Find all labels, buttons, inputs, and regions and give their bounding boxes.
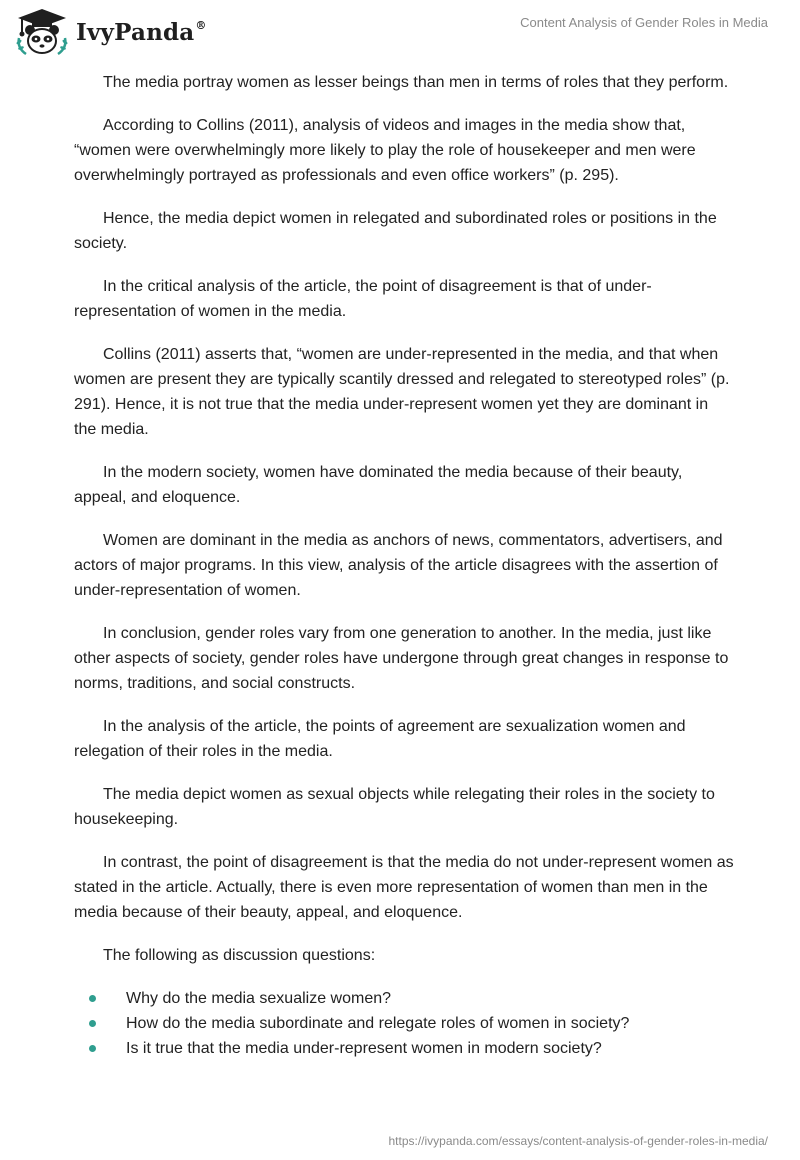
paragraph: In conclusion, gender roles vary from one generation to another. In the media, just like other aspects of society, gender roles have undergone through great changes in response to norms, traditions, and social constructs. bbox=[74, 625, 729, 692]
document-title: Content Analysis of Gender Roles in Media bbox=[520, 15, 768, 30]
source-url[interactable]: https://ivypanda.com/essays/content-analysis-of-gender-roles-in-media/ bbox=[388, 1134, 768, 1148]
paragraph: The media portray women as lesser beings than men in terms of roles that they perform. bbox=[103, 74, 729, 91]
question-text: Why do the media sexualize women? bbox=[126, 990, 392, 1007]
paragraph: Hence, the media depict women in relegated and subordinated roles or positions in the society. bbox=[74, 210, 717, 252]
paragraph: The following as discussion questions: bbox=[103, 947, 376, 964]
page-header bbox=[0, 0, 800, 64]
list-item bbox=[74, 1036, 734, 1061]
list-item bbox=[74, 986, 734, 1011]
question-text: Is it true that the media under-represent women in modern society? bbox=[126, 1040, 602, 1057]
paragraph: In the modern society, women have dominated the media because of their beauty, appeal, and eloquence. bbox=[74, 464, 683, 506]
logo-wordmark bbox=[76, 19, 207, 46]
discussion-questions-list bbox=[74, 986, 734, 1061]
question-text: How do the media subordinate and relegate roles of women in society? bbox=[126, 1015, 630, 1032]
paragraph: In the analysis of the article, the points of agreement are sexualization women and relegation of their roles in the media. bbox=[74, 718, 686, 760]
registered-mark: ® bbox=[195, 18, 207, 32]
essay-body bbox=[74, 70, 734, 1061]
paragraph: According to Collins (2011), analysis of videos and images in the media show that, “women were overwhelmingly more likely to play the role of housekeeper and men were overwhelmingly portrayed as professionals and even office workers” (p. 295). bbox=[74, 117, 696, 184]
logo-text: IvyPanda bbox=[76, 18, 195, 46]
paragraph: In the critical analysis of the article, the point of disagreement is that of under-representation of women in the media. bbox=[74, 278, 652, 320]
bullet-icon bbox=[89, 1045, 96, 1052]
paragraph: Women are dominant in the media as anchors of news, commentators, advertisers, and actors of major programs. In this view, analysis of the article disagrees with the assertion of under-representation of women. bbox=[74, 532, 723, 599]
panda-graduate-icon bbox=[14, 8, 70, 56]
paragraph: Collins (2011) asserts that, “women are under-represented in the media, and that when women are present they are typically scantily dressed and relegated to stereotyped roles” (p. 291). Hence, it is not true that the media under-represent women yet they are dominant in the media. bbox=[74, 346, 730, 438]
bullet-icon bbox=[89, 1020, 96, 1027]
paragraph: In contrast, the point of disagreement is that the media do not under-represent women as stated in the article. Actually, there is even more representation of women than men in the media because of their beauty, appeal, and eloquence. bbox=[74, 854, 734, 921]
paragraph: The media depict women as sexual objects while relegating their roles in the society to housekeeping. bbox=[74, 786, 715, 828]
ivypanda-logo[interactable] bbox=[14, 8, 207, 56]
bullet-icon bbox=[89, 995, 96, 1002]
list-item bbox=[74, 1011, 734, 1036]
